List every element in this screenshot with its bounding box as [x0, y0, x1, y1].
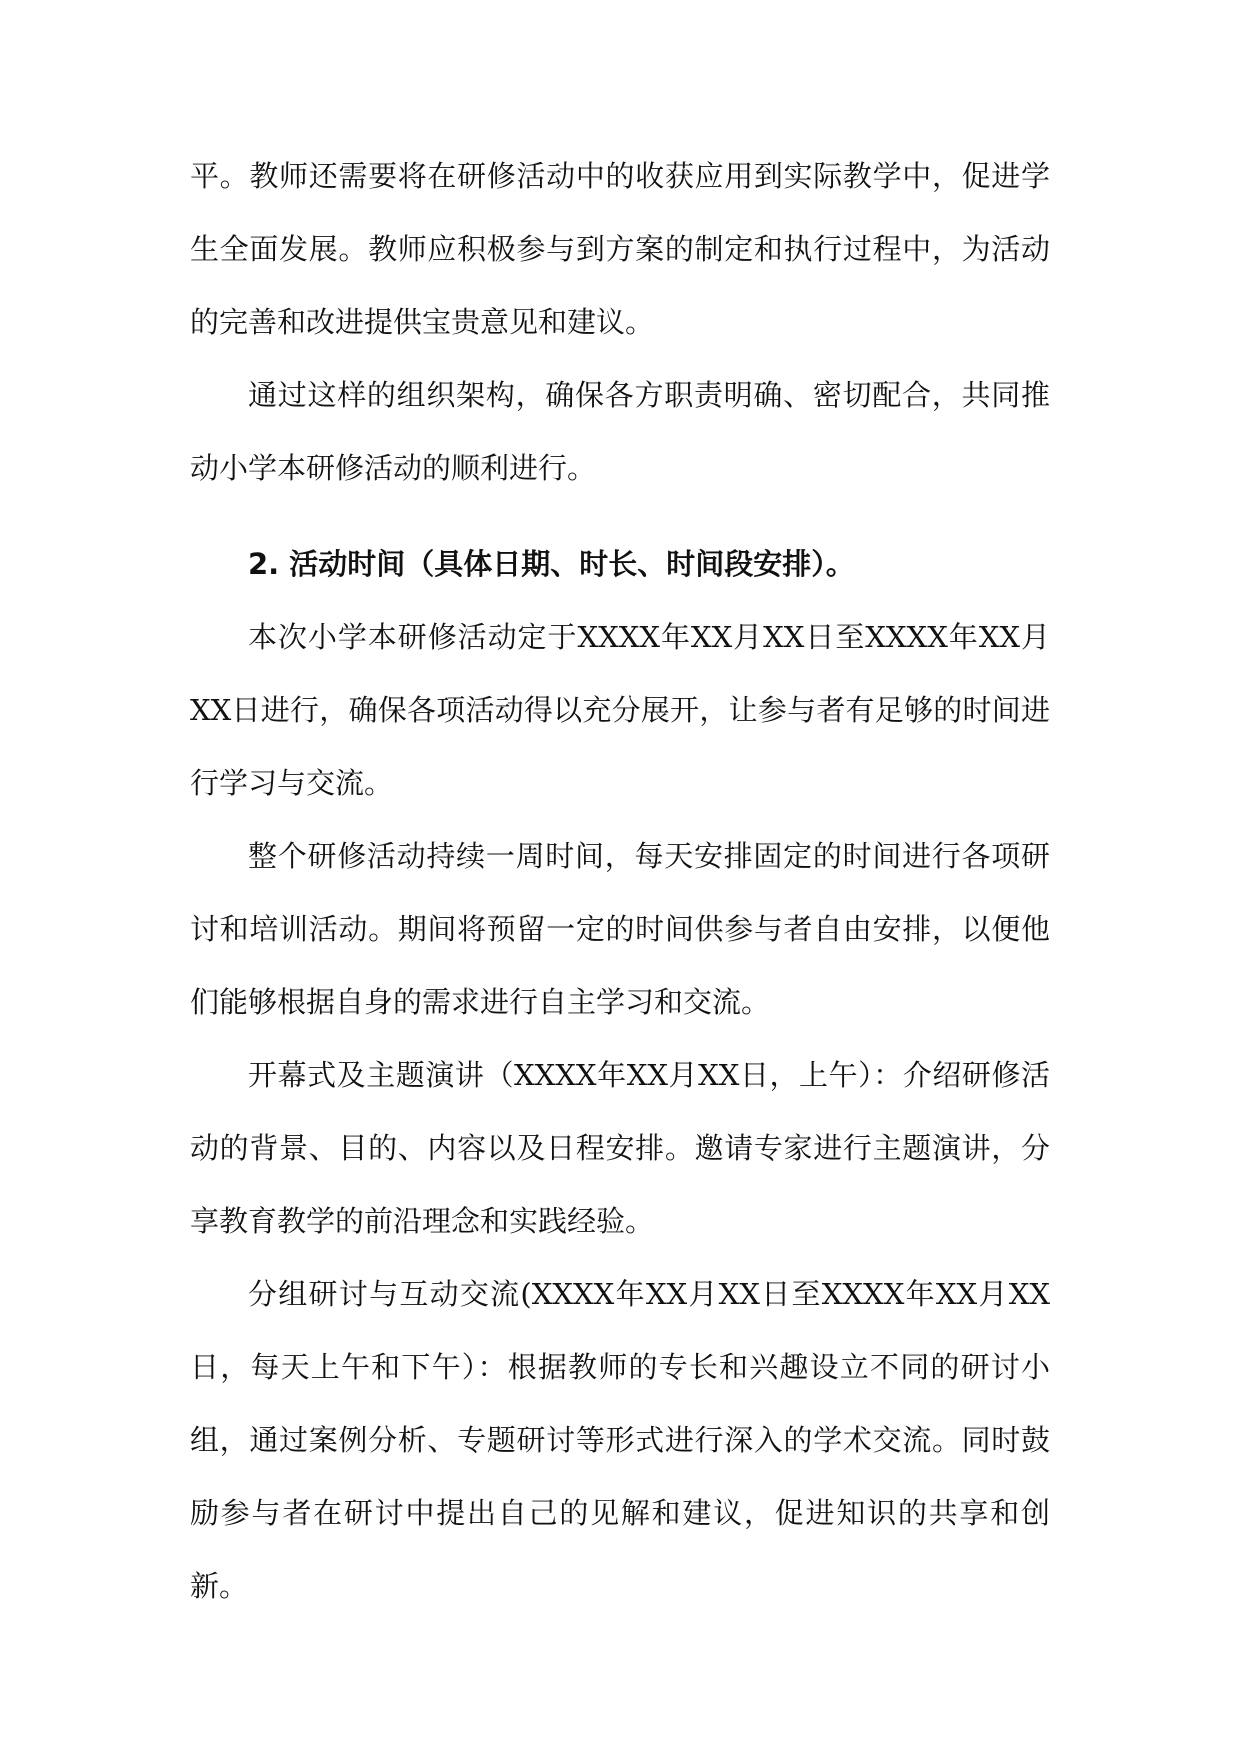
paragraph-opening-ceremony: 开幕式及主题演讲（XXXX年XX月XX日，上午）：介绍研修活动的背景、目的、内容以及日程安排。邀请专家进行主题演讲，分享教育教学的前沿理念和实践经验。 [190, 1058, 1050, 1238]
paragraph-activity-duration: 整个研修活动持续一周时间，每天安排固定的时间进行各项研讨和培训活动。期间将预留一定的时间供参与者自由安排，以便他们能够根据自身的需求进行自主学习和交流。 [190, 839, 1050, 1019]
paragraph-activity-dates: 本次小学本研修活动定于XXXX年XX月XX日至XXXX年XX月XX日进行，确保各项活动得以充分展开，让参与者有足够的时间进行学习与交流。 [190, 620, 1050, 800]
paragraph-organization-summary: 通过这样的组织架构，确保各方职责明确、密切配合，共同推动小学本研修活动的顺利进行。 [190, 378, 1050, 485]
document-body [190, 140, 1050, 1623]
section-heading: 2. 活动时间（具体日期、时长、时间段安排）。 [248, 547, 855, 581]
section-spacer [190, 505, 1050, 528]
paragraph-group-discussion: 分组研讨与互动交流(XXXX年XX月XX日至XXXX年XX月XX日，每天上午和下午）：根据教师的专长和兴趣设立不同的研讨小组，通过案例分析、专题研讨等形式进行深入的学术交流。同时鼓励参与者在研讨中提出自己的见解和建议，促进知识的共享和创新。 [190, 1277, 1050, 1603]
paragraph-continuation: 平。教师还需要将在研修活动中的收获应用到实际教学中，促进学生全面发展。教师应积极参与到方案的制定和执行过程中，为活动的完善和改进提供宝贵意见和建议。 [190, 159, 1050, 339]
